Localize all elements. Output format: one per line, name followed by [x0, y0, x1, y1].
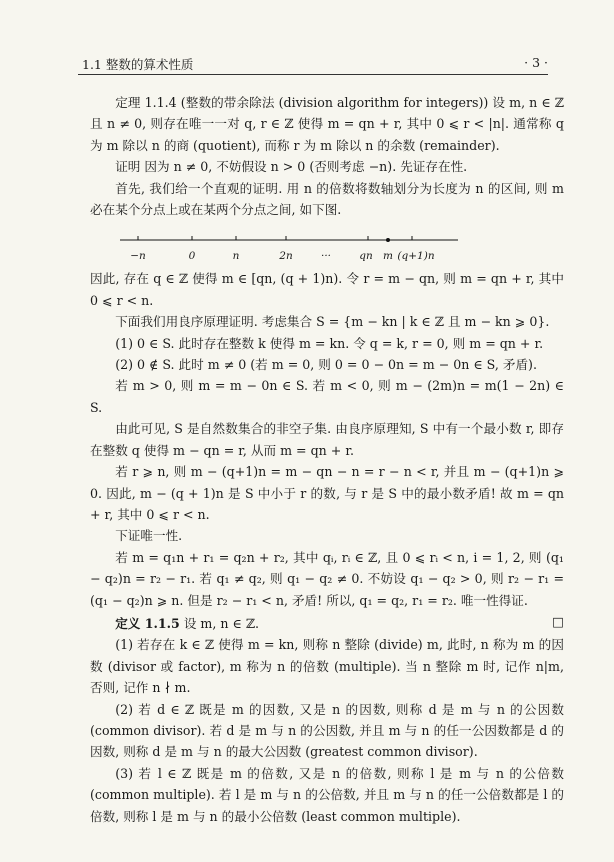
- definition-head: 定义 1.1.5: [115, 615, 180, 631]
- tick-label: qn: [359, 250, 373, 263]
- tick-label: m: [383, 250, 393, 263]
- page-number: · 3 ·: [524, 55, 548, 70]
- definition-intro: 设 m, n ∈ ℤ.: [179, 615, 260, 631]
- theorem-1-1-4: 定理 1.1.4 (整数的带余除法 (division algorithm for integers)) 设 m, n ∈ ℤ 且 n ≠ 0, 则存在唯一一对 q, r ∈ ℤ 使得 m = qn + r, 其中 0 ⩽ r < |n|. 通常称 q 为 m 除以 n 的商 (quotient), 而称 r 为 m 除以 n 的余数 (remainder).: [90, 95, 564, 153]
- tick-label: 2n: [279, 250, 293, 263]
- existence-conclusion: 因此, 存在 q ∈ ℤ 使得 m ∈ [qn, (q + 1)n). 令 r = m − qn, 则 m = qn + r, 其中 0 ⩽ r < n.: [90, 271, 564, 308]
- intuitive-proof: 首先, 我们给一个直观的证明. 用 n 的倍数将数轴划分为长度为 n 的区间, 则 m 必在某个分点上或在某两个分点之间, 如下图.: [90, 180, 564, 218]
- tick-label: (q+1)n: [397, 250, 435, 263]
- tick-label: n: [232, 250, 240, 263]
- tick-label: −n: [130, 250, 146, 263]
- uniqueness-text: 若 m = q₁n + r₁ = q₂n + r₂, 其中 qᵢ, rᵢ ∈ ℤ, 且 0 ⩽ rᵢ < n, i = 1, 2, 则 (q₁ − q₂)n = r₂ − r₁. 若 q₁ ≠ q₂, 则 q₁ − q₂ ≠ 0. 不妨设 q₁ − q₂ > 0, 则 r₂ − r₁ = (q₁ − q₂)n ⩾ n. 但是 r₂ − r₁ < n, 矛盾! 所以, q₁ = q₂, r₁ = r₂. 唯一性得证.: [90, 549, 564, 608]
- contradiction: 若 r ⩾ n, 则 m − (q+1)n = m − qn − n = r − n < r, 并且 m − (q+1)n ⩾ 0. 因此, m − (q + 1)n 是 S 中小于 r 的数, 与 r 是 S 中的最小数矛盾! 故 m = qn + r, 其中 0 ⩽ r < n.: [90, 464, 564, 522]
- uniqueness-intro: 下证唯一性.: [115, 528, 183, 544]
- case-1: (1) 0 ∈ S. 此时存在整数 k 使得 m = kn. 令 q = k, r = 0, 则 m = qn + r.: [115, 335, 544, 351]
- tick-label: 0: [188, 250, 196, 263]
- definition-item-1: (1) 若存在 k ∈ ℤ 使得 m = kn, 则称 n 整除 (divide) m, 此时, n 称为 m 的因数 (divisor 或 factor), m 称为 n 的倍数 (multiple). 当 n 整除 m 时, 记作 n|m, 否则, 记作 n ∤ m.: [90, 637, 564, 696]
- definition-item-2: (2) 若 d ∈ ℤ 既是 m 的因数, 又是 n 的因数, 则称 d 是 m 与 n 的公因数 (common divisor). 若 d 是 m 与 n 的公因数, 并且 m 与 n 的任一公因数都是 d 的因数, 则称 d 是 m 与 n 的最大公因数 (greatest common divisor).: [90, 701, 564, 760]
- well-ordering-intro: 下面我们用良序原理证明. 考虑集合 S = {m − kn | k ∈ ℤ 且 m − kn ⩾ 0}.: [115, 314, 550, 330]
- case-2: (2) 0 ∉ S. 此时 m ≠ 0 (若 m = 0, 则 0 = 0 − 0n = m − 0n ∈ S, 矛盾).: [115, 357, 537, 373]
- number-line-figure: [90, 222, 564, 266]
- point-m: [386, 238, 390, 242]
- section-title: 1.1 整数的算术性质: [82, 57, 194, 72]
- proof-start: 证明 因为 n ≠ 0, 不妨假设 n > 0 (否则考虑 −n). 先证存在性.: [115, 159, 468, 175]
- case-2-detail: 若 m > 0, 则 m = m − 0n ∈ S. 若 m < 0, 则 m − (2m)n = m(1 − 2n) ∈ S.: [90, 378, 564, 415]
- least-element: 由此可见, S 是自然数集合的非空子集. 由良序原理知, S 中有一个最小数 r, 即存在整数 q 使得 m − qn = r, 从而 m = qn + r.: [90, 421, 564, 458]
- qed-symbol: □: [552, 613, 564, 629]
- definition-1-1-5: [90, 613, 564, 634]
- page-body: [90, 92, 564, 827]
- tick-label: ···: [320, 250, 332, 263]
- running-header: [78, 52, 548, 75]
- definition-item-3: (3) 若 l ∈ ℤ 既是 m 的倍数, 又是 n 的倍数, 则称 l 是 m 与 n 的公倍数 (common multiple). 若 l 是 m 与 n 的公倍数, 并且 m 与 n 的任一公倍数都是 l 的倍数, 则称 l 是 m 与 n 的最小公倍数 (least common multiple).: [90, 765, 564, 824]
